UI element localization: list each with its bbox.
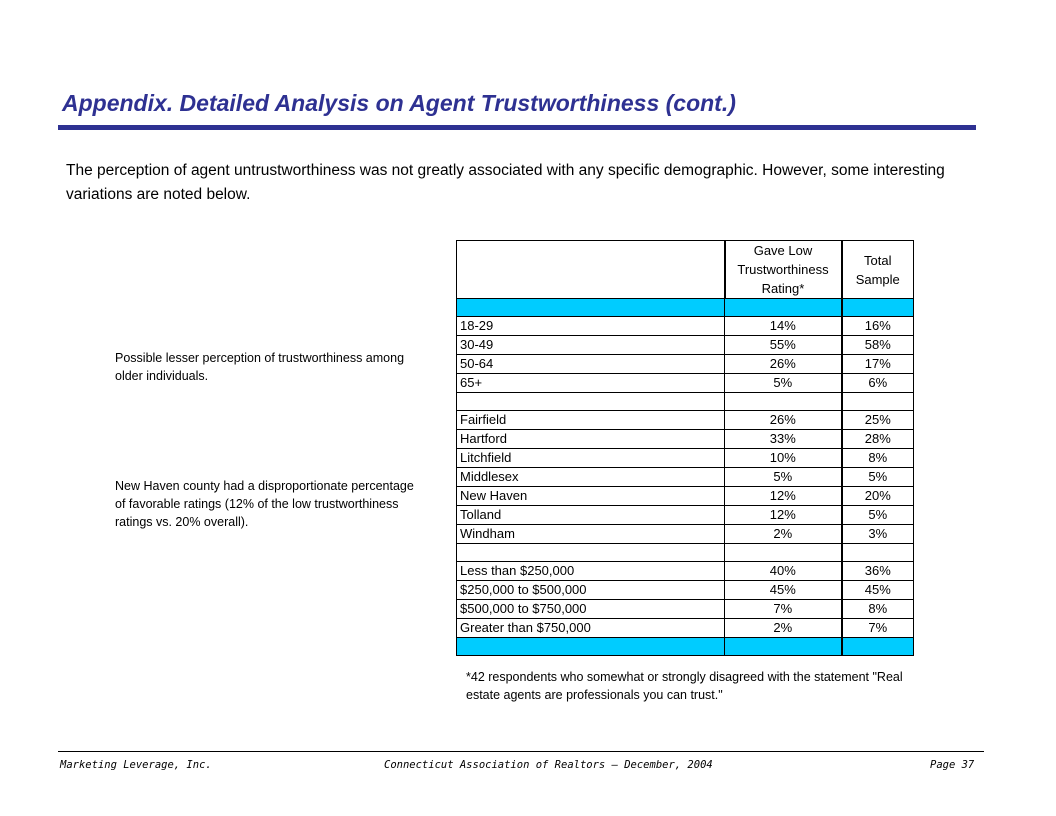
row-low-rating: 55% [725,336,842,355]
spacer-row [457,393,914,411]
table-row [457,336,914,355]
row-total-sample: 8% [842,449,914,468]
row-low-rating: 2% [725,525,842,544]
row-low-rating: 10% [725,449,842,468]
row-total-sample: 5% [842,468,914,487]
trustworthiness-table [456,240,914,656]
row-label: Fairfield [457,411,725,430]
table-row [457,468,914,487]
row-total-sample: 16% [842,317,914,336]
row-label: Litchfield [457,449,725,468]
row-label: Hartford [457,430,725,449]
footer-divider [58,751,984,752]
table-row [457,430,914,449]
table-row [457,581,914,600]
row-label: $500,000 to $750,000 [457,600,725,619]
row-total-sample: 28% [842,430,914,449]
table-row [457,449,914,468]
row-total-sample: 5% [842,506,914,525]
footer-company: Marketing Leverage, Inc. [60,759,212,771]
row-low-rating: 12% [725,487,842,506]
table-row [457,411,914,430]
row-low-rating: 5% [725,374,842,393]
row-low-rating: 7% [725,600,842,619]
row-label: New Haven [457,487,725,506]
row-low-rating: 26% [725,355,842,374]
row-low-rating: 33% [725,430,842,449]
table-row [457,355,914,374]
spacer-row [457,544,914,562]
table-footnote: *42 respondents who somewhat or strongly disagreed with the statement "Real estate agents are professionals you can trust." [466,670,903,702]
header-low-rating: Gave Low Trustworthiness Rating* [725,241,842,299]
row-label: Middlesex [457,468,725,487]
row-low-rating: 14% [725,317,842,336]
table-row [457,619,914,638]
county-note: New Haven county had a disproportionate percentage of favorable ratings (12% of the low trustworthiness ratings vs. 20% overall). [115,479,414,529]
table-row [457,562,914,581]
row-low-rating: 45% [725,581,842,600]
section-band [457,299,914,317]
row-total-sample: 8% [842,600,914,619]
footer-page-number: Page 37 [930,759,975,771]
row-label: Greater than $750,000 [457,619,725,638]
row-label: 65+ [457,374,725,393]
row-total-sample: 36% [842,562,914,581]
row-low-rating: 40% [725,562,842,581]
row-label: $250,000 to $500,000 [457,581,725,600]
row-label: Less than $250,000 [457,562,725,581]
row-label: 50-64 [457,355,725,374]
table-row [457,600,914,619]
age-section [457,317,914,393]
header-total-sample: Total Sample [842,241,914,299]
row-total-sample: 58% [842,336,914,355]
row-low-rating: 12% [725,506,842,525]
row-total-sample: 3% [842,525,914,544]
table-row [457,487,914,506]
footer-client: Connecticut Association of Realtors – December, 2004 [384,759,713,771]
table-row [457,317,914,336]
row-label: Windham [457,525,725,544]
row-low-rating: 26% [725,411,842,430]
row-total-sample: 45% [842,581,914,600]
row-label: Tolland [457,506,725,525]
table-row [457,506,914,525]
county-section [457,411,914,544]
header-blank [457,241,725,299]
section-band [457,638,914,656]
page-title: Appendix. Detailed Analysis on Agent Trustworthiness (cont.) [62,90,736,116]
title-underline [58,125,976,130]
row-total-sample: 6% [842,374,914,393]
age-note: Possible lesser perception of trustworthiness among older individuals. [115,351,405,383]
table-row [457,525,914,544]
row-label: 30-49 [457,336,725,355]
intro-paragraph: The perception of agent untrustworthiness was not greatly associated with any specific demographic. However, some interesting variations are noted below. [66,162,945,203]
table-row [457,374,914,393]
row-label: 18-29 [457,317,725,336]
table-header-row [457,241,914,299]
row-total-sample: 20% [842,487,914,506]
home-value-section [457,562,914,638]
row-low-rating: 5% [725,468,842,487]
row-low-rating: 2% [725,619,842,638]
row-total-sample: 7% [842,619,914,638]
row-total-sample: 17% [842,355,914,374]
row-total-sample: 25% [842,411,914,430]
